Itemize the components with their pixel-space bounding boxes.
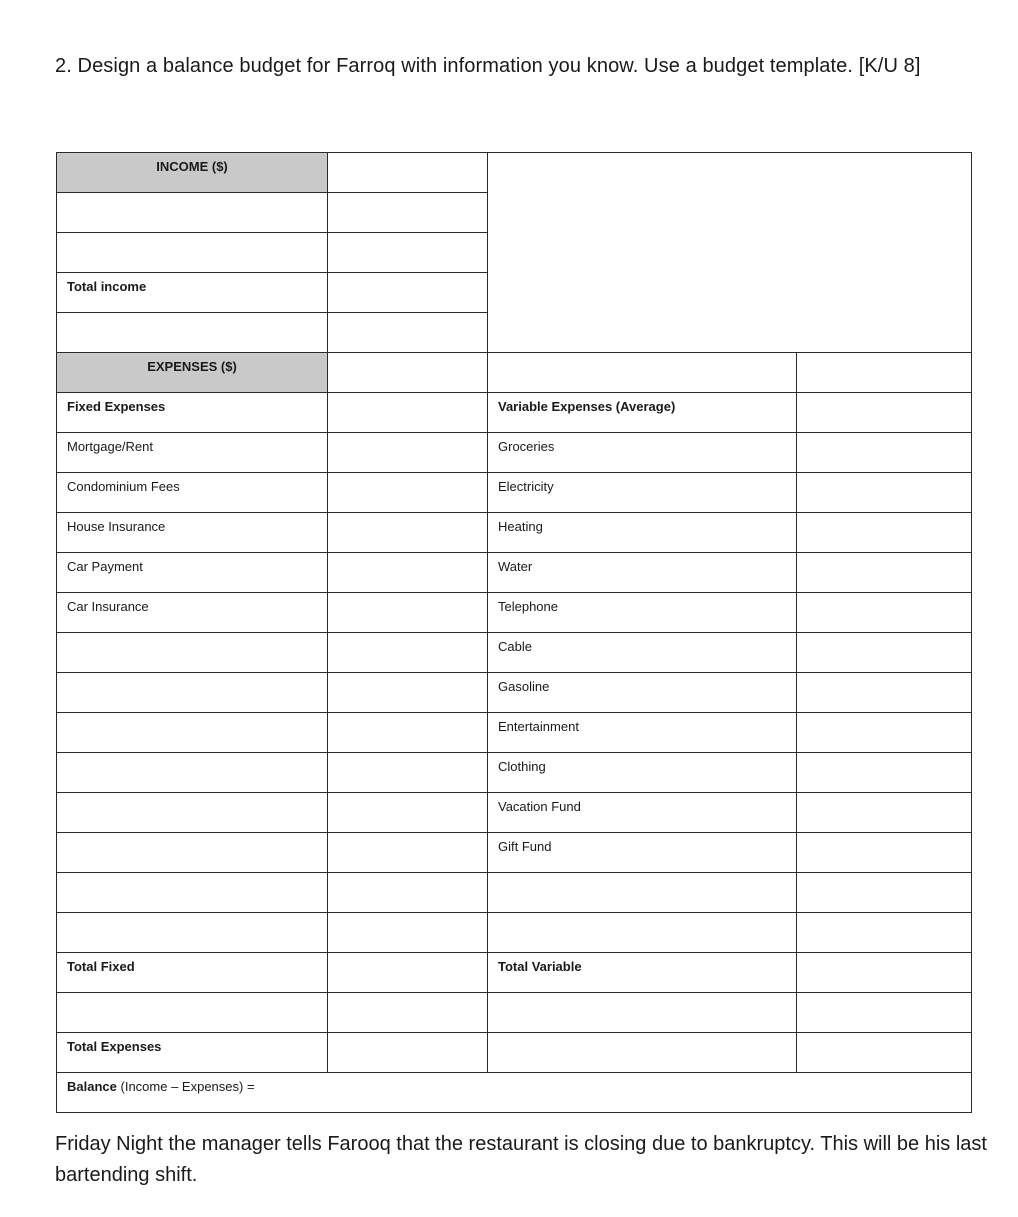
variable-item-label: Electricity	[498, 479, 554, 494]
balance-cell[interactable]	[57, 1073, 972, 1113]
total-variable-label-cell	[488, 953, 797, 993]
fixed-item-label: Mortgage/Rent	[67, 439, 153, 454]
variable-amount-cell[interactable]	[797, 713, 972, 753]
fixed-item-label: Car Insurance	[67, 599, 149, 614]
variable-header-cell	[488, 393, 797, 433]
variable-item-cell	[488, 833, 797, 873]
expenses-header-cell	[57, 353, 328, 393]
variable-item-label: Heating	[498, 519, 543, 534]
income-source-cell[interactable]	[57, 193, 328, 233]
fixed-header-cell	[57, 393, 328, 433]
variable-amount-cell[interactable]	[797, 473, 972, 513]
income-header: INCOME ($)	[156, 159, 228, 174]
total-income-amount-cell[interactable]	[328, 273, 488, 313]
fixed-header-amount-cell[interactable]	[328, 393, 488, 433]
variable-item-cell	[488, 433, 797, 473]
variable-item-cell	[488, 753, 797, 793]
variable-item-label: Gift Fund	[498, 839, 552, 854]
fixed-amount-cell[interactable]	[328, 753, 488, 793]
variable-item-label: Cable	[498, 639, 532, 654]
variable-item-label: Vacation Fund	[498, 799, 581, 814]
fixed-amount-cell[interactable]	[328, 473, 488, 513]
total-variable-label: Total Variable	[498, 959, 582, 974]
blank-cell[interactable]	[488, 353, 797, 393]
variable-amount-cell[interactable]	[797, 673, 972, 713]
variable-amount-cell[interactable]	[797, 433, 972, 473]
fixed-item-label: Car Payment	[67, 559, 143, 574]
fixed-amount-cell[interactable]	[328, 713, 488, 753]
variable-amount-cell[interactable]	[797, 513, 972, 553]
income-header-cell	[57, 153, 328, 193]
variable-expenses-header: Variable Expenses (Average)	[498, 399, 676, 414]
fixed-item-cell	[57, 433, 328, 473]
blank-cell[interactable]	[328, 913, 488, 953]
blank-area-cell	[488, 153, 972, 353]
blank-cell[interactable]	[328, 993, 488, 1033]
variable-item-cell	[488, 473, 797, 513]
fixed-amount-cell[interactable]	[328, 633, 488, 673]
fixed-amount-cell[interactable]	[328, 793, 488, 833]
fixed-amount-cell[interactable]	[328, 673, 488, 713]
blank-cell[interactable]	[57, 913, 328, 953]
variable-amount-cell[interactable]	[797, 593, 972, 633]
total-fixed-label-cell	[57, 953, 328, 993]
variable-item-cell	[488, 673, 797, 713]
fixed-amount-cell[interactable]	[328, 593, 488, 633]
total-income-label: Total income	[67, 279, 147, 294]
variable-header-amount-cell[interactable]	[797, 393, 972, 433]
fixed-item-label: Condominium Fees	[67, 479, 180, 494]
blank-cell[interactable]	[57, 993, 328, 1033]
income-amount-cell[interactable]	[328, 193, 488, 233]
fixed-item-label: House Insurance	[67, 519, 166, 534]
total-income-label-cell	[57, 273, 328, 313]
total-fixed-label: Total Fixed	[67, 959, 135, 974]
blank-cell[interactable]	[57, 313, 328, 353]
variable-item-label: Telephone	[498, 599, 558, 614]
blank-cell[interactable]	[328, 873, 488, 913]
total-variable-amount-cell[interactable]	[797, 953, 972, 993]
fixed-item-cell[interactable]	[57, 713, 328, 753]
fixed-expenses-header: Fixed Expenses	[67, 399, 166, 414]
balance-text	[67, 1073, 961, 1095]
blank-cell[interactable]	[57, 873, 328, 913]
variable-amount-cell[interactable]	[797, 633, 972, 673]
question-text: 2. Design a balance budget for Farroq with information you know. Use a budget template. [K/U 8]	[55, 55, 921, 77]
fixed-amount-cell[interactable]	[328, 433, 488, 473]
variable-item-cell	[488, 553, 797, 593]
variable-item-label: Clothing	[498, 759, 546, 774]
footer-text: Friday Night the manager tells Farooq that the restaurant is closing due to bankruptcy. This will be his last bartending shift.	[55, 1133, 987, 1186]
fixed-item-cell	[57, 473, 328, 513]
fixed-item-cell[interactable]	[57, 673, 328, 713]
blank-cell[interactable]	[797, 873, 972, 913]
total-expenses-label-cell	[57, 1033, 328, 1073]
balance-label: Balance	[67, 1079, 117, 1094]
fixed-amount-cell[interactable]	[328, 553, 488, 593]
blank-cell[interactable]	[488, 993, 797, 1033]
blank-cell[interactable]	[797, 353, 972, 393]
variable-amount-cell[interactable]	[797, 553, 972, 593]
variable-amount-cell[interactable]	[797, 793, 972, 833]
total-fixed-amount-cell[interactable]	[328, 953, 488, 993]
total-expenses-amount-cell[interactable]	[328, 1033, 488, 1073]
income-amount-cell[interactable]	[328, 233, 488, 273]
variable-amount-cell[interactable]	[797, 753, 972, 793]
blank-cell[interactable]	[797, 913, 972, 953]
variable-amount-cell[interactable]	[797, 833, 972, 873]
variable-item-label: Water	[498, 559, 533, 574]
blank-cell[interactable]	[328, 313, 488, 353]
variable-item-cell	[488, 713, 797, 753]
variable-item-cell	[488, 793, 797, 833]
blank-cell[interactable]	[488, 913, 797, 953]
blank-cell[interactable]	[797, 1033, 972, 1073]
fixed-item-cell[interactable]	[57, 753, 328, 793]
budget-template-table	[56, 152, 972, 1113]
fixed-item-cell	[57, 553, 328, 593]
fixed-item-cell	[57, 593, 328, 633]
balance-formula: (Income – Expenses) =	[120, 1079, 255, 1094]
variable-item-cell	[488, 513, 797, 553]
blank-cell[interactable]	[488, 1033, 797, 1073]
fixed-item-cell[interactable]	[57, 633, 328, 673]
blank-cell[interactable]	[488, 873, 797, 913]
fixed-amount-cell[interactable]	[328, 513, 488, 553]
expenses-header-amount-cell[interactable]	[328, 353, 488, 393]
income-source-cell[interactable]	[57, 233, 328, 273]
blank-cell[interactable]	[797, 993, 972, 1033]
expenses-header: EXPENSES ($)	[147, 359, 237, 374]
variable-item-cell	[488, 593, 797, 633]
fixed-amount-cell[interactable]	[328, 833, 488, 873]
fixed-item-cell[interactable]	[57, 793, 328, 833]
income-header-amount-cell[interactable]	[328, 153, 488, 193]
total-expenses-label: Total Expenses	[67, 1039, 162, 1054]
fixed-item-cell[interactable]	[57, 833, 328, 873]
fixed-item-cell	[57, 513, 328, 553]
variable-item-label: Groceries	[498, 439, 555, 454]
variable-item-label: Entertainment	[498, 719, 579, 734]
variable-item-cell	[488, 633, 797, 673]
variable-item-label: Gasoline	[498, 679, 550, 694]
